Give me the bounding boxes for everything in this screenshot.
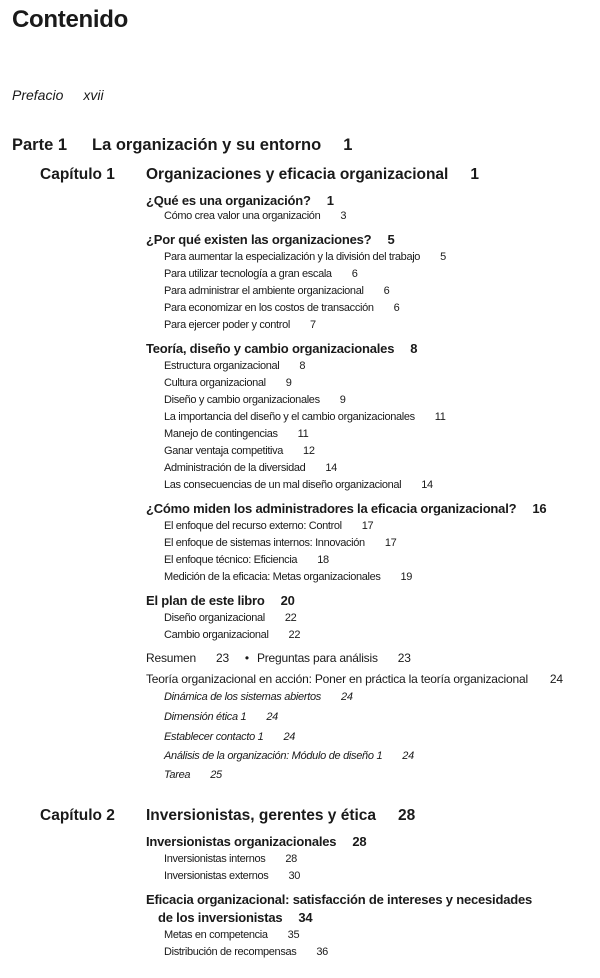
toc-subsection[interactable]	[164, 929, 299, 941]
toc-subsection[interactable]	[164, 462, 337, 474]
italic-item-title: Dimensión ética 1	[164, 711, 247, 723]
bullet-separator: •	[244, 651, 249, 665]
page-number: 28	[352, 834, 367, 849]
toc-subsection[interactable]	[164, 285, 389, 297]
subsection-title: Metas en competencia	[164, 929, 268, 941]
section-title-line1: Eficacia organizacional: satisfacción de intereses y necesidades	[146, 892, 533, 907]
toc-section[interactable]	[146, 834, 366, 849]
page-number: 23	[397, 651, 411, 665]
subsection-title: Inversionistas externos	[164, 870, 269, 882]
page-number: 14	[421, 479, 433, 491]
chapter-label: Capítulo 1	[40, 166, 115, 183]
page-number: 34	[298, 910, 313, 925]
page-number: 8	[410, 341, 418, 356]
toc-subsection[interactable]	[164, 554, 329, 566]
toc-subsection[interactable]	[164, 428, 308, 440]
subsection-title: Cultura organizacional	[164, 377, 266, 389]
toc-subsection[interactable]	[164, 870, 300, 882]
page-number: 24	[266, 711, 278, 723]
subsection-title: El enfoque de sistemas internos: Innovación	[164, 537, 365, 549]
subsection-title: Para economizar en los costos de transacción	[164, 302, 374, 314]
page-number: 11	[434, 411, 446, 423]
toc-subsection[interactable]	[164, 520, 373, 532]
part-label: Parte 1	[12, 136, 68, 154]
subsection-title: El enfoque del recurso externo: Control	[164, 520, 342, 532]
page-number: 11	[297, 428, 309, 440]
section-title-line2: de los inversionistas	[158, 910, 283, 925]
page-number: 1	[470, 166, 479, 183]
toc-subsection[interactable]	[164, 445, 315, 457]
page-number: 28	[285, 853, 297, 865]
section-title: ¿Por qué existen las organizaciones?	[146, 232, 372, 247]
resumen-label: Resumen	[146, 651, 196, 665]
page-number: 24	[402, 750, 414, 762]
section-title: ¿Qué es una organización?	[146, 193, 311, 208]
toc-subsection[interactable]	[164, 319, 316, 331]
section-title: El plan de este libro	[146, 593, 265, 608]
section-title: ¿Cómo miden los administradores la eficacia organizacional?	[146, 501, 517, 516]
page-number: 24	[341, 691, 353, 703]
toc-italic-item[interactable]	[164, 711, 278, 723]
page-number: 8	[299, 360, 306, 372]
page-number: 12	[303, 445, 315, 457]
italic-item-title: Establecer contacto 1	[164, 731, 264, 743]
subsection-title: Cómo crea valor una organización	[164, 210, 321, 222]
toc-subsection[interactable]	[164, 302, 399, 314]
subsection-title: Ganar ventaja competitiva	[164, 445, 284, 457]
page-number: 25	[210, 769, 222, 781]
subsection-title: Medición de la eficacia: Metas organizacionales	[164, 571, 381, 583]
subsection-title: Estructura organizacional	[164, 360, 280, 372]
page-number: 36	[316, 946, 328, 958]
subsection-title: Para ejercer poder y control	[164, 319, 290, 331]
subsection-title: Para aumentar la especialización y la división del trabajo	[164, 251, 421, 263]
page-number: xvii	[83, 87, 104, 103]
page-number: 24	[283, 731, 296, 743]
toc-subsection[interactable]	[164, 210, 346, 222]
subsection-title: Distribución de recompensas	[164, 946, 297, 958]
toc-subsection[interactable]	[164, 946, 328, 958]
toc-resumen-line[interactable]	[146, 651, 411, 665]
toc-subsection[interactable]	[164, 853, 297, 865]
page-number: 17	[361, 520, 374, 532]
toc-subsection[interactable]	[164, 537, 396, 549]
page-number: 23	[215, 651, 229, 665]
toc-subsection[interactable]	[164, 377, 292, 389]
toc-teoria-line[interactable]	[146, 672, 563, 686]
page-number: 6	[351, 268, 358, 280]
page-number: 3	[340, 210, 347, 222]
chapter-title: Organizaciones y eficacia organizacional	[146, 166, 449, 183]
subsection-title: Inversionistas internos	[164, 853, 266, 865]
page-number: 14	[325, 462, 337, 474]
page-number: 6	[393, 302, 400, 314]
italic-item-title: Tarea	[164, 769, 191, 781]
subsection-title: Diseño y cambio organizacionales	[164, 394, 320, 406]
preguntas-label: Preguntas para análisis	[256, 651, 378, 665]
toc-chapter-1[interactable]	[40, 166, 479, 184]
page-number: 1	[343, 136, 353, 154]
page-number: 17	[384, 537, 397, 549]
page-number: 7	[309, 319, 316, 331]
toc-section[interactable]	[146, 232, 394, 247]
toc-section[interactable]	[146, 593, 295, 608]
toc-section-continuation[interactable]	[158, 910, 312, 925]
subsection-title: Manejo de contingencias	[164, 428, 278, 440]
subsection-title: Diseño organizacional	[164, 612, 265, 624]
page-title: Contenido	[12, 6, 128, 33]
toc-subsection[interactable]	[164, 251, 446, 263]
subsection-title: Las consecuencias de un mal diseño organizacional	[164, 479, 402, 491]
chapter-label: Capítulo 2	[40, 807, 115, 824]
subsection-title: Administración de la diversidad	[164, 462, 306, 474]
toc-italic-item[interactable]	[164, 691, 353, 703]
page-number: 20	[280, 593, 295, 608]
toc-italic-item[interactable]	[164, 769, 222, 781]
subsection-title: Para administrar el ambiente organizacional	[164, 285, 364, 297]
toc-subsection[interactable]	[164, 612, 296, 624]
toc-subsection[interactable]	[164, 629, 300, 641]
toc-subsection[interactable]	[164, 571, 412, 583]
toc-section[interactable]	[146, 341, 417, 356]
page-number: 28	[398, 807, 416, 824]
page-number: 16	[532, 501, 547, 516]
subsection-title: Para utilizar tecnología a gran escala	[164, 268, 332, 280]
part-title: La organización y su entorno	[92, 136, 322, 154]
italic-item-title: Dinámica de los sistemas abiertos	[164, 691, 322, 703]
toc-section[interactable]	[146, 892, 532, 907]
teoria-title: Teoría organizacional en acción: Poner en práctica la teoría organizacional	[146, 672, 528, 686]
toc-section[interactable]	[146, 193, 334, 208]
page-number: 35	[287, 929, 300, 941]
toc-subsection[interactable]	[164, 479, 433, 491]
page-number: 19	[400, 571, 413, 583]
page-number: 18	[317, 554, 329, 566]
toc-subsection[interactable]	[164, 360, 305, 372]
page-number: 9	[339, 394, 346, 406]
page-number: 22	[284, 612, 297, 624]
toc-italic-item[interactable]	[164, 750, 414, 762]
subsection-title: El enfoque técnico: Eficiencia	[164, 554, 298, 566]
subsection-title: La importancia del diseño y el cambio organizacionales	[164, 411, 415, 423]
toc-subsection[interactable]	[164, 268, 357, 280]
page-number: 22	[288, 629, 301, 641]
toc-prefacio[interactable]	[12, 87, 104, 103]
page-number: 30	[288, 870, 300, 882]
toc-subsection[interactable]	[164, 394, 346, 406]
page-number: 6	[383, 285, 390, 297]
page-number: 9	[285, 377, 292, 389]
section-title: Inversionistas organizacionales	[146, 834, 337, 849]
toc-part[interactable]	[12, 136, 352, 155]
page-number: 24	[549, 672, 563, 686]
toc-italic-item[interactable]	[164, 731, 295, 743]
subsection-title: Cambio organizacional	[164, 629, 269, 641]
section-title: Teoría, diseño y cambio organizacionales	[146, 341, 395, 356]
toc-subsection[interactable]	[164, 411, 446, 423]
toc-section[interactable]	[146, 501, 546, 516]
toc-chapter-2[interactable]	[40, 807, 415, 825]
italic-item-title: Análisis de la organización: Módulo de diseño 1	[164, 750, 383, 762]
page-number: 5	[440, 251, 446, 263]
prefacio-label: Prefacio	[12, 87, 64, 103]
page-number: 5	[387, 232, 395, 247]
chapter-title: Inversionistas, gerentes y ética	[146, 807, 377, 824]
page-number: 1	[326, 193, 334, 208]
